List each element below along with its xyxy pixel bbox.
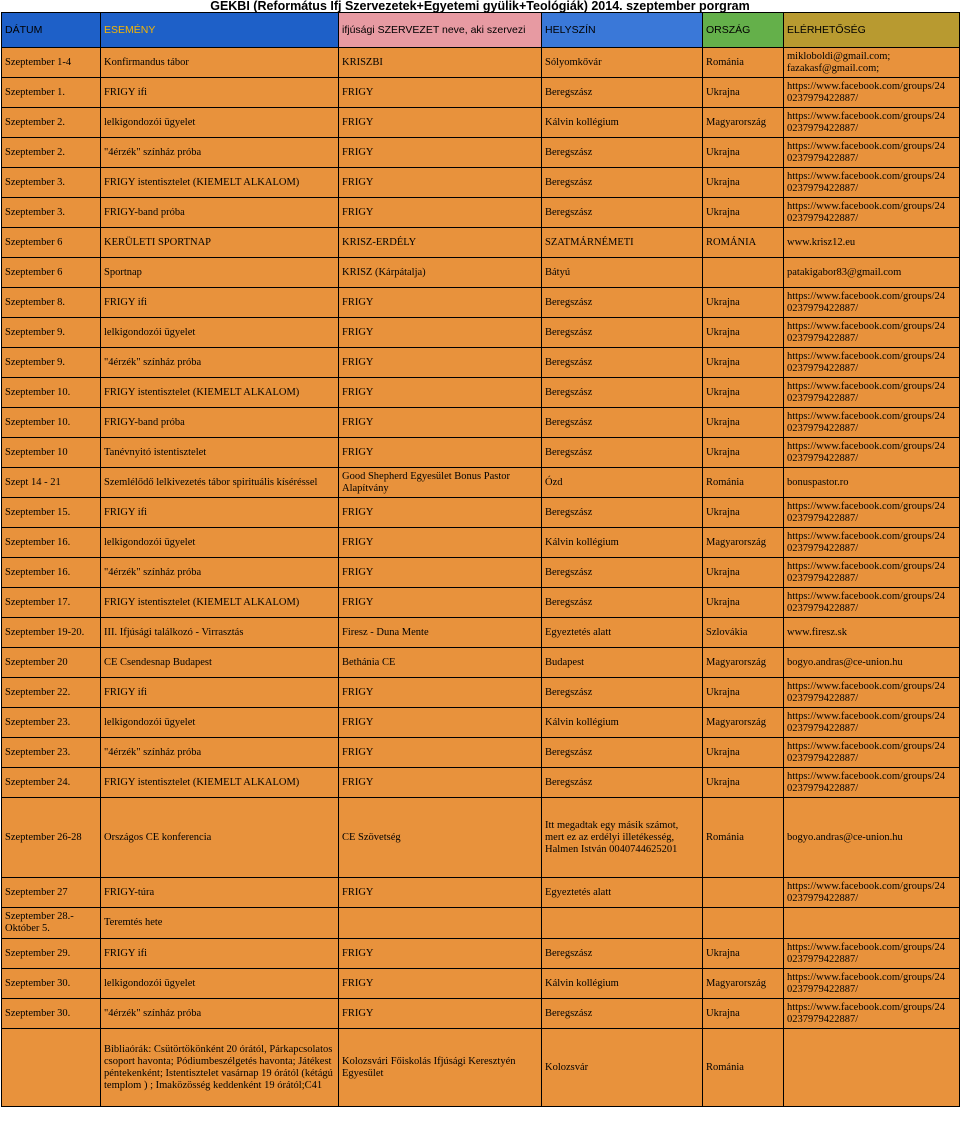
cell-country: Ukrajna xyxy=(703,768,784,798)
cell-country: Ukrajna xyxy=(703,288,784,318)
cell-location: Sólyomkővár xyxy=(542,48,703,78)
cell-country: Szlovákia xyxy=(703,618,784,648)
cell-event: "4érzék" színház próba xyxy=(101,558,339,588)
cell-event: Tanévnyitó istentisztelet xyxy=(101,438,339,468)
cell-contact: https://www.facebook.com/groups/24 0237979422887/ xyxy=(784,318,960,348)
cell-contact: bonuspastor.ro xyxy=(784,468,960,498)
schedule-table xyxy=(1,12,960,1107)
cell-location: Itt megadtak egy másik számot, mert ez az erdélyi illetékesség, Halmen István 0040744625201 xyxy=(542,798,703,878)
header-country: ORSZÁG xyxy=(703,13,784,48)
cell-organizer: FRIGY xyxy=(339,528,542,558)
table-row xyxy=(2,528,960,558)
cell-organizer: Bethánia CE xyxy=(339,648,542,678)
table-row xyxy=(2,939,960,969)
cell-location: Beregszász xyxy=(542,939,703,969)
cell-location: Beregszász xyxy=(542,768,703,798)
table-row xyxy=(2,468,960,498)
cell-country: Magyarország xyxy=(703,708,784,738)
header-event: ESEMÉNY xyxy=(101,13,339,48)
cell-event: FRIGY ifi xyxy=(101,78,339,108)
cell-country xyxy=(703,878,784,908)
cell-event: Sportnap xyxy=(101,258,339,288)
cell-location: Kálvin kollégium xyxy=(542,108,703,138)
cell-country: Ukrajna xyxy=(703,408,784,438)
cell-date: Szeptember 17. xyxy=(2,588,101,618)
table-row xyxy=(2,198,960,228)
cell-location: Beregszász xyxy=(542,408,703,438)
table-row xyxy=(2,438,960,468)
cell-event: "4érzék" színház próba xyxy=(101,738,339,768)
table-row xyxy=(2,318,960,348)
cell-location: Beregszász xyxy=(542,198,703,228)
header-contact: ELÉRHETŐSÉG xyxy=(784,13,960,48)
cell-location: Beregszász xyxy=(542,378,703,408)
table-row xyxy=(2,618,960,648)
cell-contact: https://www.facebook.com/groups/24 0237979422887/ xyxy=(784,738,960,768)
cell-date: Szeptember 2. xyxy=(2,138,101,168)
cell-event: KERÜLETI SPORTNAP xyxy=(101,228,339,258)
cell-country: Ukrajna xyxy=(703,738,784,768)
page-title: GEKBI (Református Ifj Szervezetek+Egyetemi gyülik+Teológiák) 2014. szeptember porgram xyxy=(210,0,750,13)
cell-country: ROMÁNIA xyxy=(703,228,784,258)
cell-date: Szeptember 28.- Október 5. xyxy=(2,908,101,939)
cell-date: Szeptember 9. xyxy=(2,318,101,348)
cell-organizer: FRIGY xyxy=(339,108,542,138)
cell-organizer: FRIGY xyxy=(339,999,542,1029)
cell-contact: https://www.facebook.com/groups/24 0237979422887/ xyxy=(784,999,960,1029)
cell-location: Beregszász xyxy=(542,438,703,468)
cell-contact: mikloboldi@gmail.com; fazakasf@gmail.com; xyxy=(784,48,960,78)
table-row xyxy=(2,258,960,288)
cell-country: Ukrajna xyxy=(703,939,784,969)
cell-organizer: Good Shepherd Egyesület Bonus Pastor Alapítvány xyxy=(339,468,542,498)
cell-contact: bogyo.andras@ce-union.hu xyxy=(784,648,960,678)
cell-location: Ózd xyxy=(542,468,703,498)
cell-event: III. Ifjúsági találkozó - Virrasztás xyxy=(101,618,339,648)
cell-organizer: FRIGY xyxy=(339,438,542,468)
cell-location: Beregszász xyxy=(542,498,703,528)
table-row xyxy=(2,378,960,408)
table-row xyxy=(2,78,960,108)
cell-contact: bogyo.andras@ce-union.hu xyxy=(784,798,960,878)
cell-contact: https://www.facebook.com/groups/24 0237979422887/ xyxy=(784,78,960,108)
cell-event: Országos CE konferencia xyxy=(101,798,339,878)
cell-date: Szeptember 10. xyxy=(2,408,101,438)
cell-country: Románia xyxy=(703,48,784,78)
cell-date: Szeptember 30. xyxy=(2,999,101,1029)
cell-event: Bibliaórák: Csütörtökönként 20 órától, Párkapcsolatos csoport havonta; Pódiumbeszélgetés havonta; Játékest péntekenként; Istentisztelet vasárnap 19 órától (kétágú templom ) ; Imaközösség keddenként 19 órától;C41 xyxy=(101,1029,339,1107)
cell-country xyxy=(703,258,784,288)
cell-contact: patakigabor83@gmail.com xyxy=(784,258,960,288)
cell-organizer: FRIGY xyxy=(339,288,542,318)
cell-date: Szeptember 8. xyxy=(2,288,101,318)
cell-contact: https://www.facebook.com/groups/24 0237979422887/ xyxy=(784,588,960,618)
cell-event: "4érzék" színház próba xyxy=(101,138,339,168)
cell-date: Szeptember 10. xyxy=(2,378,101,408)
cell-location: Beregszász xyxy=(542,588,703,618)
cell-date: Szept 14 - 21 xyxy=(2,468,101,498)
table-row xyxy=(2,558,960,588)
cell-date: Szeptember 22. xyxy=(2,678,101,708)
cell-contact: https://www.facebook.com/groups/24 0237979422887/ xyxy=(784,768,960,798)
cell-date: Szeptember 10 xyxy=(2,438,101,468)
cell-contact xyxy=(784,908,960,939)
cell-location: Beregszász xyxy=(542,318,703,348)
cell-location: Bátyú xyxy=(542,258,703,288)
cell-event: "4érzék" színház próba xyxy=(101,348,339,378)
cell-date: Szeptember 2. xyxy=(2,108,101,138)
cell-location: Beregszász xyxy=(542,348,703,378)
table-row xyxy=(2,288,960,318)
cell-location: Beregszász xyxy=(542,138,703,168)
table-row xyxy=(2,738,960,768)
cell-country: Magyarország xyxy=(703,969,784,999)
cell-date: Szeptember 30. xyxy=(2,969,101,999)
cell-contact: https://www.facebook.com/groups/24 0237979422887/ xyxy=(784,878,960,908)
table-row xyxy=(2,498,960,528)
table-row xyxy=(2,768,960,798)
cell-contact: www.krisz12.eu xyxy=(784,228,960,258)
cell-date: Szeptember 9. xyxy=(2,348,101,378)
cell-date: Szeptember 16. xyxy=(2,558,101,588)
cell-country: Ukrajna xyxy=(703,138,784,168)
table-row xyxy=(2,228,960,258)
cell-country: Ukrajna xyxy=(703,999,784,1029)
cell-location: Egyeztetés alatt xyxy=(542,878,703,908)
cell-date: Szeptember 20 xyxy=(2,648,101,678)
cell-organizer: FRIGY xyxy=(339,318,542,348)
cell-location: Beregszász xyxy=(542,168,703,198)
cell-date: Szeptember 16. xyxy=(2,528,101,558)
cell-organizer: FRIGY xyxy=(339,408,542,438)
cell-country: Magyarország xyxy=(703,108,784,138)
cell-event: lelkigondozói ügyelet xyxy=(101,708,339,738)
cell-location: Budapest xyxy=(542,648,703,678)
cell-event: FRIGY istentisztelet (KIEMELT ALKALOM) xyxy=(101,768,339,798)
table-row xyxy=(2,798,960,878)
table-row xyxy=(2,48,960,78)
cell-contact xyxy=(784,1029,960,1107)
cell-contact: https://www.facebook.com/groups/24 0237979422887/ xyxy=(784,138,960,168)
cell-event: Konfirmandus tábor xyxy=(101,48,339,78)
cell-country: Ukrajna xyxy=(703,378,784,408)
table-row xyxy=(2,878,960,908)
cell-country: Ukrajna xyxy=(703,678,784,708)
cell-event: FRIGY-band próba xyxy=(101,198,339,228)
cell-country: Ukrajna xyxy=(703,168,784,198)
cell-location xyxy=(542,908,703,939)
cell-organizer: FRIGY xyxy=(339,878,542,908)
cell-contact: https://www.facebook.com/groups/24 0237979422887/ xyxy=(784,198,960,228)
cell-location: Beregszász xyxy=(542,999,703,1029)
table-row xyxy=(2,1029,960,1107)
cell-organizer: KRISZBI xyxy=(339,48,542,78)
cell-location: Kálvin kollégium xyxy=(542,528,703,558)
table-row xyxy=(2,999,960,1029)
cell-contact: www.firesz.sk xyxy=(784,618,960,648)
cell-date: Szeptember 23. xyxy=(2,708,101,738)
cell-organizer xyxy=(339,908,542,939)
cell-location: Egyeztetés alatt xyxy=(542,618,703,648)
header-location: HELYSZÍN xyxy=(542,13,703,48)
cell-organizer: FRIGY xyxy=(339,588,542,618)
cell-organizer: KRISZ (Kárpátalja) xyxy=(339,258,542,288)
cell-country: Románia xyxy=(703,1029,784,1107)
cell-organizer: Kolozsvári Főiskolás Ifjúsági Keresztyén Egyesület xyxy=(339,1029,542,1107)
cell-organizer: FRIGY xyxy=(339,678,542,708)
cell-date: Szeptember 1-4 xyxy=(2,48,101,78)
cell-organizer: FRIGY xyxy=(339,498,542,528)
cell-date: Szeptember 23. xyxy=(2,738,101,768)
cell-date: Szeptember 15. xyxy=(2,498,101,528)
cell-contact: https://www.facebook.com/groups/24 0237979422887/ xyxy=(784,108,960,138)
cell-date: Szeptember 6 xyxy=(2,228,101,258)
cell-event: Teremtés hete xyxy=(101,908,339,939)
cell-event: lelkigondozói ügyelet xyxy=(101,318,339,348)
cell-organizer: FRIGY xyxy=(339,138,542,168)
cell-event: FRIGY ifi xyxy=(101,939,339,969)
table-row xyxy=(2,648,960,678)
cell-organizer: FRIGY xyxy=(339,78,542,108)
header-organizer: ifjúsági SZERVEZET neve, aki szervezi xyxy=(339,13,542,48)
cell-event: FRIGY istentisztelet (KIEMELT ALKALOM) xyxy=(101,168,339,198)
cell-organizer: FRIGY xyxy=(339,708,542,738)
cell-event: CE Csendesnap Budapest xyxy=(101,648,339,678)
cell-organizer: FRIGY xyxy=(339,198,542,228)
cell-event: FRIGY ifi xyxy=(101,678,339,708)
cell-country: Ukrajna xyxy=(703,438,784,468)
cell-event: FRIGY istentisztelet (KIEMELT ALKALOM) xyxy=(101,378,339,408)
table-row xyxy=(2,678,960,708)
table-row xyxy=(2,108,960,138)
cell-event: lelkigondozói ügyelet xyxy=(101,108,339,138)
cell-country: Románia xyxy=(703,798,784,878)
cell-location: Beregszász xyxy=(542,78,703,108)
cell-date: Szeptember 19-20. xyxy=(2,618,101,648)
table-row xyxy=(2,138,960,168)
cell-organizer: CE Szövetség xyxy=(339,798,542,878)
cell-country: Románia xyxy=(703,468,784,498)
cell-country: Ukrajna xyxy=(703,78,784,108)
cell-location: Beregszász xyxy=(542,558,703,588)
cell-date: Szeptember 29. xyxy=(2,939,101,969)
cell-organizer: FRIGY xyxy=(339,969,542,999)
cell-contact: https://www.facebook.com/groups/24 0237979422887/ xyxy=(784,558,960,588)
cell-location: Kálvin kollégium xyxy=(542,708,703,738)
cell-location: Kálvin kollégium xyxy=(542,969,703,999)
cell-organizer: FRIGY xyxy=(339,768,542,798)
cell-organizer: FRIGY xyxy=(339,378,542,408)
cell-date: Szeptember 26-28 xyxy=(2,798,101,878)
cell-organizer: FRIGY xyxy=(339,738,542,768)
cell-event: "4érzék" színház próba xyxy=(101,999,339,1029)
header-row xyxy=(2,13,960,48)
header-date: DÁTUM xyxy=(2,13,101,48)
cell-organizer: FRIGY xyxy=(339,348,542,378)
cell-event: FRIGY-túra xyxy=(101,878,339,908)
cell-contact: https://www.facebook.com/groups/24 0237979422887/ xyxy=(784,939,960,969)
cell-contact: https://www.facebook.com/groups/24 0237979422887/ xyxy=(784,288,960,318)
table-row xyxy=(2,708,960,738)
cell-country: Ukrajna xyxy=(703,588,784,618)
cell-date: Szeptember 6 xyxy=(2,258,101,288)
cell-contact: https://www.facebook.com/groups/24 0237979422887/ xyxy=(784,168,960,198)
cell-location: Beregszász xyxy=(542,678,703,708)
cell-contact: https://www.facebook.com/groups/24 0237979422887/ xyxy=(784,408,960,438)
cell-country: Ukrajna xyxy=(703,348,784,378)
cell-event: FRIGY ifi xyxy=(101,498,339,528)
cell-date xyxy=(2,1029,101,1107)
cell-country: Ukrajna xyxy=(703,198,784,228)
cell-organizer: Firesz - Duna Mente xyxy=(339,618,542,648)
cell-date: Szeptember 1. xyxy=(2,78,101,108)
cell-location: Kolozsvár xyxy=(542,1029,703,1107)
cell-organizer: FRIGY xyxy=(339,939,542,969)
cell-country: Magyarország xyxy=(703,528,784,558)
cell-organizer: KRISZ-ERDÉLY xyxy=(339,228,542,258)
cell-contact: https://www.facebook.com/groups/24 0237979422887/ xyxy=(784,969,960,999)
cell-country: Ukrajna xyxy=(703,318,784,348)
cell-date: Szeptember 3. xyxy=(2,198,101,228)
table-row xyxy=(2,408,960,438)
cell-location: Beregszász xyxy=(542,288,703,318)
cell-location: Beregszász xyxy=(542,738,703,768)
cell-location: SZATMÁRNÉMETI xyxy=(542,228,703,258)
cell-country: Ukrajna xyxy=(703,498,784,528)
cell-contact: https://www.facebook.com/groups/24 0237979422887/ xyxy=(784,378,960,408)
cell-contact: https://www.facebook.com/groups/24 0237979422887/ xyxy=(784,678,960,708)
cell-contact: https://www.facebook.com/groups/24 0237979422887/ xyxy=(784,528,960,558)
table-row xyxy=(2,588,960,618)
table-row xyxy=(2,348,960,378)
cell-event: FRIGY istentisztelet (KIEMELT ALKALOM) xyxy=(101,588,339,618)
cell-contact: https://www.facebook.com/groups/24 0237979422887/ xyxy=(784,438,960,468)
table-row xyxy=(2,969,960,999)
cell-country: Magyarország xyxy=(703,648,784,678)
cell-date: Szeptember 3. xyxy=(2,168,101,198)
cell-country xyxy=(703,908,784,939)
cell-event: FRIGY ifi xyxy=(101,288,339,318)
cell-contact: https://www.facebook.com/groups/24 0237979422887/ xyxy=(784,708,960,738)
cell-contact: https://www.facebook.com/groups/24 0237979422887/ xyxy=(784,348,960,378)
cell-contact: https://www.facebook.com/groups/24 0237979422887/ xyxy=(784,498,960,528)
cell-organizer: FRIGY xyxy=(339,168,542,198)
cell-date: Szeptember 24. xyxy=(2,768,101,798)
cell-event: lelkigondozói ügyelet xyxy=(101,528,339,558)
cell-event: lelkigondozói ügyelet xyxy=(101,969,339,999)
cell-event: FRIGY-band próba xyxy=(101,408,339,438)
table-row xyxy=(2,168,960,198)
table-row xyxy=(2,908,960,939)
cell-organizer: FRIGY xyxy=(339,558,542,588)
cell-country: Ukrajna xyxy=(703,558,784,588)
cell-event: Szemlélődő lelkivezetés tábor spirituális kíséréssel xyxy=(101,468,339,498)
cell-date: Szeptember 27 xyxy=(2,878,101,908)
